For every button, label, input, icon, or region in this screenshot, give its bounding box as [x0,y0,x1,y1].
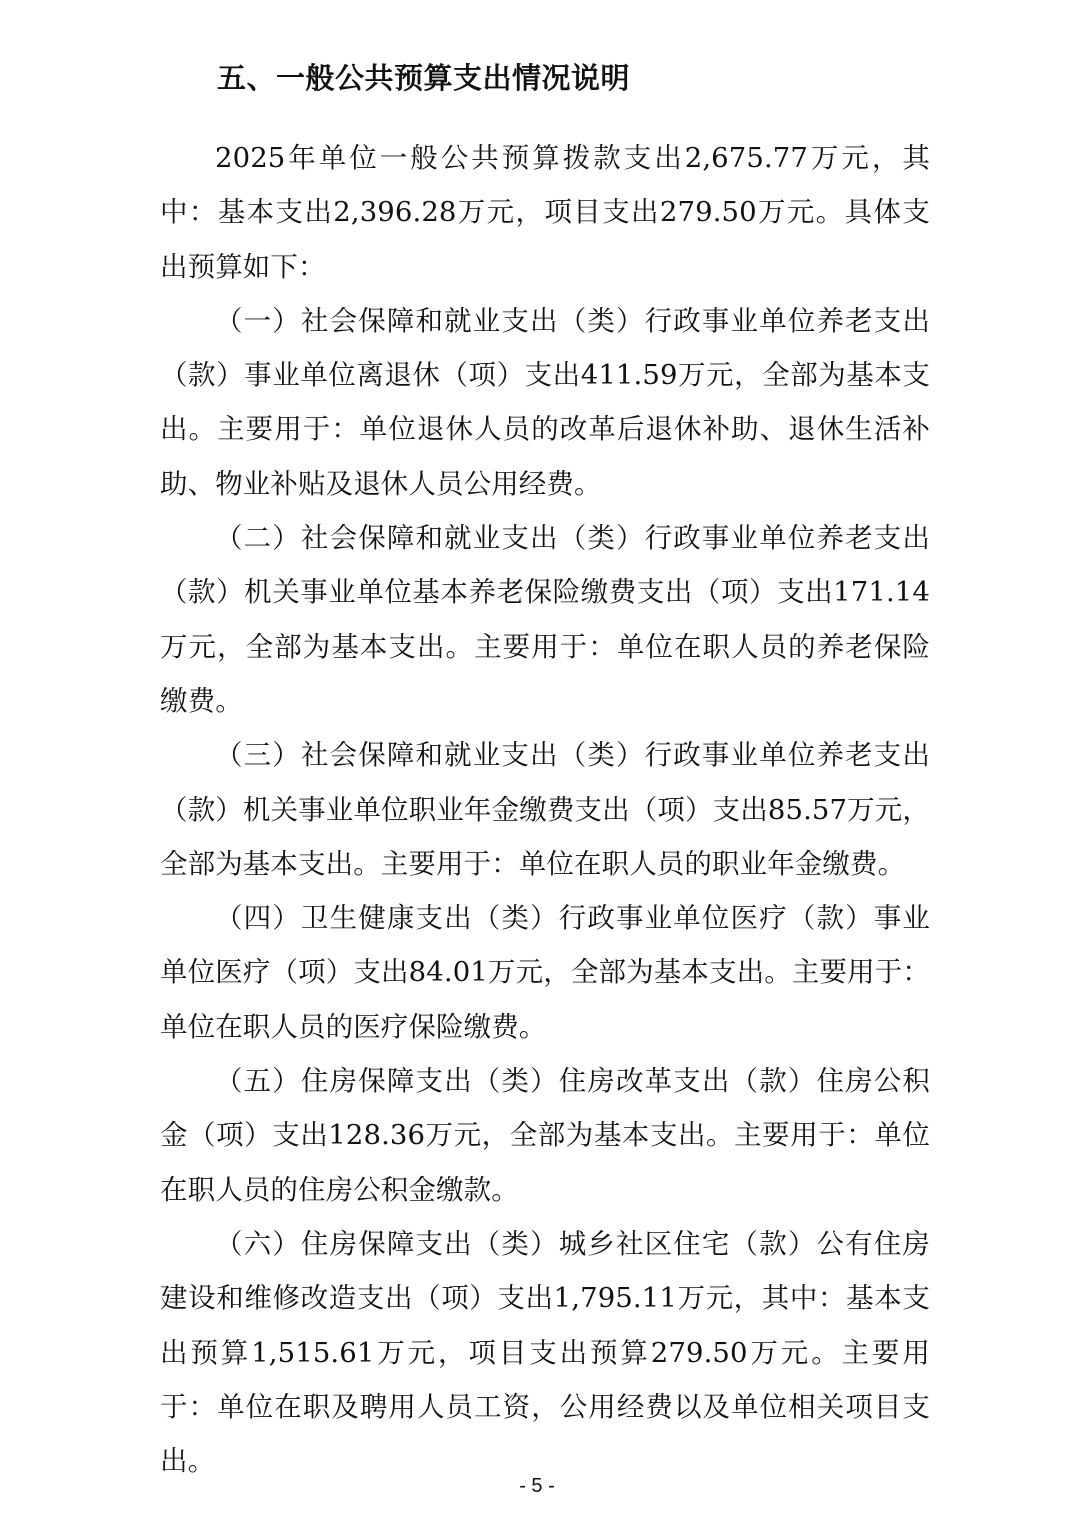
body-text [160,131,930,1488]
paragraph-item-5: （五）住房保障支出（类）住房改革支出（款）住房公积金（项）支出128.36万元，全部为基本支出。主要用于：单位在职人员的住房公积金缴款。 [160,1065,930,1206]
paragraph-item-1: （一）社会保障和就业支出（类）行政事业单位养老支出（款）事业单位离退休（项）支出411.59万元，全部为基本支出。主要用于：单位退休人员的改革后退休补助、退休生活补助、物业补贴及退休人员公用经费。 [160,304,930,500]
paragraph-item-2: （二）社会保障和就业支出（类）行政事业单位养老支出（款）机关事业单位基本养老保险缴费支出（项）支出171.14万元，全部为基本支出。主要用于：单位在职人员的养老保险缴费。 [160,522,930,717]
paragraph-item-3: （三）社会保障和就业支出（类）行政事业单位养老支出（款）机关事业单位职业年金缴费支出（项）支出85.57万元，全部为基本支出。主要用于：单位在职人员的职业年金缴费。 [160,739,930,880]
section-heading: 五、一般公共预算支出情况说明 [217,61,631,95]
paragraph-summary: 2025年单位一般公共预算拨款支出2,675.77万元，其中：基本支出2,396.28万元，项目支出279.50万元。具体支出预算如下： [160,142,930,283]
paragraph-item-4: （四）卫生健康支出（类）行政事业单位医疗（款）事业单位医疗（项）支出84.01万元，全部为基本支出。主要用于：单位在职人员的医疗保险缴费。 [160,902,930,1043]
paragraph-item-6: （六）住房保障支出（类）城乡社区住宅（款）公有住房建设和维修改造支出（项）支出1,795.11万元，其中：基本支出预算1,515.61万元，项目支出预算279.50万元。主要用于：单位在职及聘用人员工资，公用经费以及单位相关项目支出。 [160,1227,930,1478]
page-number: - 5 - [519,1475,555,1497]
